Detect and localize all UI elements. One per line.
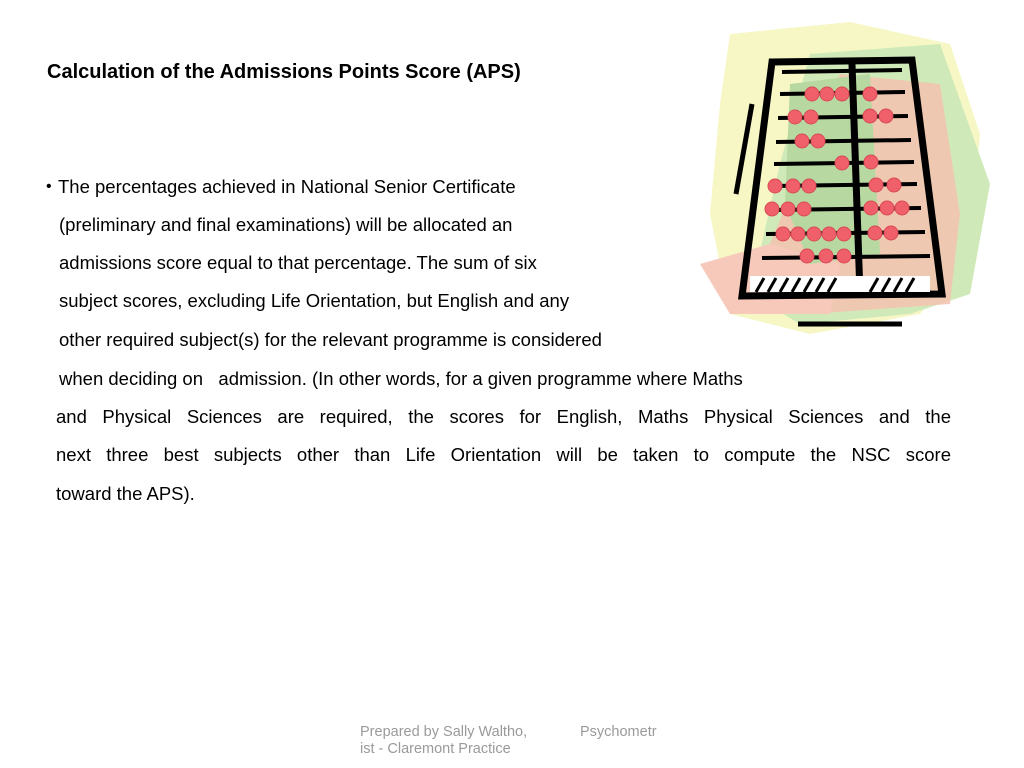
- body-line: when deciding on admission. (In other words, for a given programme where Maths: [59, 368, 743, 389]
- body-line: toward the APS).: [56, 483, 195, 504]
- body-line: (preliminary and final examinations) will be allocated an: [59, 214, 513, 235]
- body-line: next three best subjects other than Life Orientation will be taken to compute the NSC score: [56, 444, 951, 465]
- body-line: subject scores, excluding Life Orientation, but English and any: [59, 290, 570, 311]
- body-line: admissions score equal to that percentage. The sum of six: [59, 252, 537, 273]
- body-line: other required subject(s) for the relevant programme is considered: [59, 329, 602, 350]
- bullet-marker: •: [46, 178, 52, 195]
- footer-role: Psychometr: [580, 724, 657, 740]
- slide-title: Calculation of the Admissions Points Score (APS): [47, 61, 521, 83]
- footer-author: Prepared by Sally Waltho,: [360, 724, 528, 740]
- body-line: The percentages achieved in National Senior Certificate: [58, 176, 516, 197]
- footer-role-continued: ist - Claremont Practice: [360, 741, 511, 757]
- abacus-icon: [690, 14, 990, 344]
- body-line: and Physical Sciences are required, the scores for English, Maths Physical Sciences and the: [56, 406, 951, 427]
